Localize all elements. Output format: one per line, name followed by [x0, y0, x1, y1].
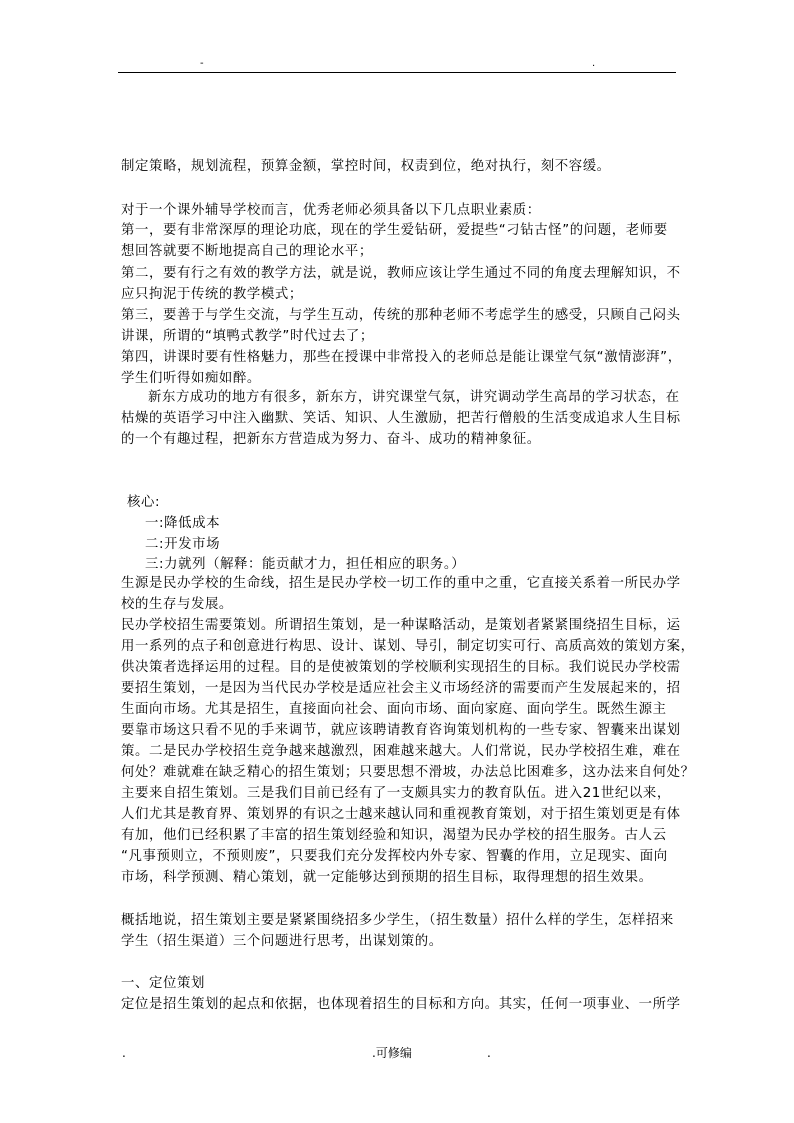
paragraph-line: 民办学校招生需要策划。所谓招生策划，是一种谋略活动，是策划者紧紧围绕招生目标，运 — [121, 618, 681, 633]
paragraph-line: 生面向市场。尤其是招生，直接面向社会、面向市场、面向家庭、面向学生。既然生源主 — [121, 702, 667, 717]
header-rule — [118, 72, 676, 73]
list-item: 二:开发市场 — [145, 537, 221, 552]
paragraph-line: 市场，科学预测、精心策划，就一定能够达到预期的招生目标，取得理想的招生效果。 — [121, 870, 653, 885]
paragraph-line: “凡事预则立，不预则废”，只要我们充分发挥校内外专家、智囊的作用，立足现实、面向 — [121, 849, 668, 864]
paragraph-line: 概括地说，招生策划主要是紧紧围绕招多少学生，（招生数量）招什么样的学生，怎样招来 — [121, 913, 674, 928]
header-mark-right: . — [592, 58, 596, 69]
paragraph-line: 何处？难就难在缺乏精心的招生策划；只要思想不滑坡，办法总比困难多，这办法来自何处？ — [121, 765, 695, 780]
paragraph-line: 枯燥的英语学习中注入幽默、笑话、知识、人生激励，把苦行僧般的生活变成追求人生目标 — [121, 411, 681, 426]
section-heading: 一、定位策划 — [121, 976, 205, 991]
paragraph-line: 第三，要善于与学生交流，与学生互动，传统的那种老师不考虑学生的感受，只顾自己闷头 — [121, 308, 681, 323]
paragraph-line: 制定策略，规划流程，预算金额，掌控时间，权责到位，绝对执行，刻不容缓。 — [121, 159, 611, 174]
header-mark-left: - — [200, 58, 204, 69]
footer-mark-right: . — [487, 1046, 491, 1060]
footer-label: .可修编 — [372, 1046, 412, 1060]
list-item: 三:力就列（解释：能贡献才力，担任相应的职务。） — [145, 557, 466, 572]
list-item: 一:降低成本 — [145, 516, 221, 531]
paragraph-line: 新东方成功的地方有很多，新东方，讲究课堂气氛，讲究调动学生高昂的学习状态，在 — [148, 390, 680, 405]
paragraph-line: 想回答就要不断地提高自己的理论水平； — [121, 244, 373, 259]
paragraph-line: 第四，讲课时要有性格魅力，那些在授课中非常投入的老师总是能让课堂气氛“激情澎湃”， — [121, 350, 682, 365]
paragraph-line: 生源是民办学校的生命线，招生是民办学校一切工作的重中之重，它直接关系着一所民办学 — [121, 576, 681, 591]
paragraph-line: 主要来自招生策划。三是我们目前已经有了一支颇具实力的教育队伍。进入21世纪以来， — [121, 786, 671, 801]
paragraph-line: 学生（招生渠道）三个问题进行思考，出谋划策的。 — [121, 934, 443, 949]
paragraph-line: 第一，要有非常深厚的理论功底，现在的学生爱钻研，爱提些“刁钻古怪”的问题，老师要 — [121, 223, 668, 238]
paragraph-line: 有加，他们已经积累了丰富的招生策划经验和知识，渴望为民办学校的招生服务。古人云 — [121, 828, 667, 843]
paragraph-line: 人们尤其是教育界、策划界的有识之士越来越认同和重视教育策划，对于招生策划更是有体 — [121, 807, 681, 822]
paragraph-line: 供决策者选择运用的过程。目的是使被策划的学校顺利实现招生的目标。我们说民办学校需 — [121, 660, 681, 675]
paragraph-line: 定位是招生策划的起点和依据，也体现着招生的目标和方向。其实，任何一项事业、一所学 — [121, 997, 681, 1012]
paragraph-line: 应只拘泥于传统的教学模式； — [121, 287, 303, 302]
paragraph-line: 讲课，所谓的“填鸭式教学”时代过去了； — [121, 329, 374, 344]
paragraph-line: 对于一个课外辅导学校而言，优秀老师必须具备以下几点职业素质： — [121, 203, 541, 218]
paragraph-line: 学生们听得如痴如醉。 — [121, 371, 261, 386]
paragraph-line: 用一系列的点子和创意进行构思、设计、谋划、导引，制定切实可行、高质高效的策划方案， — [121, 639, 695, 654]
paragraph-line: 第二，要有行之有效的教学方法，就是说，教师应该让学生通过不同的角度去理解知识，不 — [121, 266, 681, 281]
paragraph-line: 要招生策划，一是因为当代民办学校是适应社会主义市场经济的需要而产生发展起来的，招 — [121, 681, 681, 696]
footer-mark-left: . — [122, 1046, 126, 1060]
paragraph-line: 的一个有趣过程，把新东方营造成为努力、奋斗、成功的精神象征。 — [121, 432, 541, 447]
paragraph-line: 策。二是民办学校招生竞争越来越激烈，困难越来越大。人们常说，民办学校招生难，难在 — [121, 744, 681, 759]
section-heading: 核心: — [127, 495, 161, 510]
paragraph-line: 校的生存与发展。 — [121, 597, 233, 612]
paragraph-line: 要靠市场这只看不见的手来调节，就应该聘请教育咨询策划机构的一些专家、智囊来出谋划 — [121, 723, 681, 738]
